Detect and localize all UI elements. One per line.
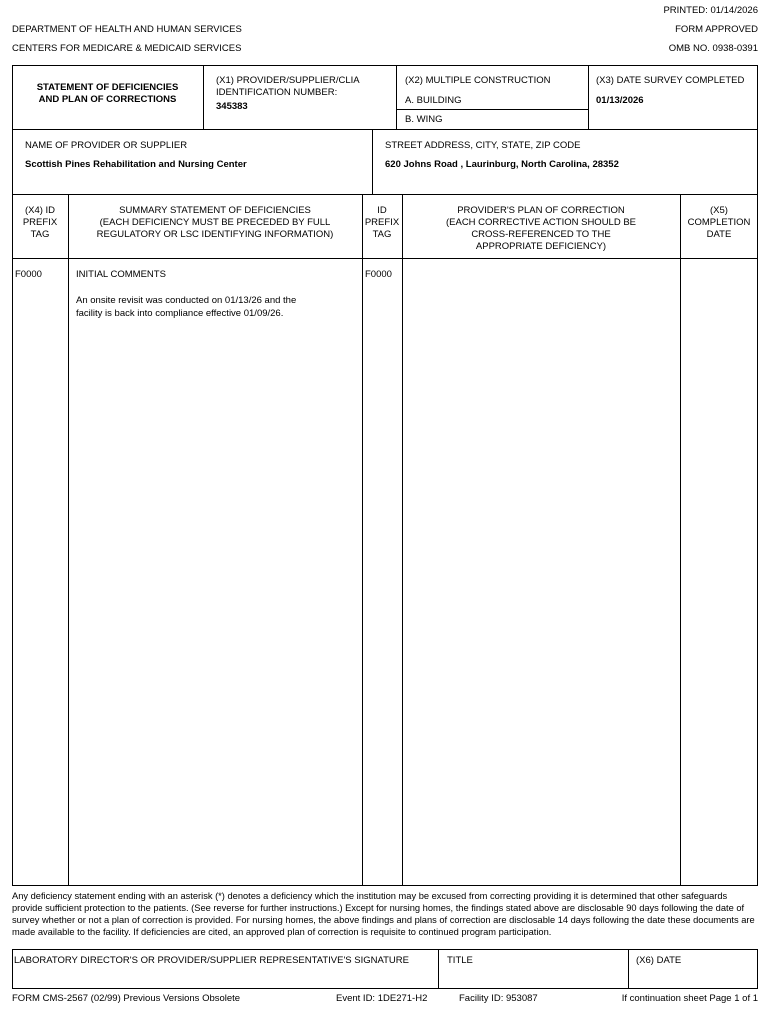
divider	[203, 65, 204, 130]
facility-id: Facility ID: 953087	[459, 993, 538, 1004]
printed-date: PRINTED: 01/14/2026	[663, 5, 758, 16]
x5-header-3: DATE	[706, 229, 732, 240]
divider	[628, 949, 629, 989]
plan-header-1: PROVIDER'S PLAN OF CORRECTION	[457, 205, 625, 216]
entry-body-1: An onsite revisit was conducted on 01/13/26 and the	[76, 295, 297, 306]
divider	[362, 194, 363, 886]
divider	[402, 194, 403, 886]
divider	[438, 949, 439, 989]
summary-header-2: (EACH DEFICIENCY MUST BE PRECEDED BY FULL	[99, 217, 331, 228]
x4-header-3: TAG	[30, 229, 50, 240]
x3-label: (X3) DATE SURVEY COMPLETED	[596, 75, 745, 86]
form-approved: FORM APPROVED	[675, 24, 758, 35]
plan-header-3: CROSS-REFERENCED TO THE	[471, 229, 611, 240]
deficiency-notice: Any deficiency statement ending with an asterisk (*) denotes a deficiency which the institution may be excused from correcting providing it is determined that other safeguards provide sufficient protection to the patients. (See reverse for further instructions.) Except for nursing homes, the findings stated above are disclosable 90 days following the date of survey whether or not a plan of correction is provided. For nursing homes, the above findings and plans of correction are disclosable 14 days following the date these documents are made available to the facility. If deficiencies are cited, an approved plan of correction is requisite to continued program participation.	[12, 891, 755, 937]
divider	[68, 194, 69, 886]
x1-label-1: (X1) PROVIDER/SUPPLIER/CLIA	[216, 75, 360, 86]
statement-title-1: STATEMENT OF DEFICIENCIES	[36, 82, 179, 93]
x1-label-2: IDENTIFICATION NUMBER:	[216, 87, 338, 98]
x2-building: A. BUILDING	[405, 95, 462, 106]
address-label: STREET ADDRESS, CITY, STATE, ZIP CODE	[385, 140, 581, 151]
id-header-3: TAG	[372, 229, 392, 240]
x5-header-2: COMPLETION	[687, 217, 751, 228]
department-name: DEPARTMENT OF HEALTH AND HUMAN SERVICES	[12, 24, 242, 35]
provider-name: Scottish Pines Rehabilitation and Nursing Center	[25, 159, 247, 170]
divider	[372, 129, 373, 195]
address-value: 620 Johns Road , Laurinburg, North Carolina, 28352	[385, 159, 619, 170]
divider	[12, 258, 758, 259]
x4-header-2: PREFIX	[22, 217, 58, 228]
summary-header-3: REGULATORY OR LSC IDENTIFYING INFORMATION)	[96, 229, 334, 240]
title-label: TITLE	[447, 955, 473, 966]
x3-value: 01/13/2026	[596, 95, 644, 106]
x1-value: 345383	[216, 101, 248, 112]
centers-name: CENTERS FOR MEDICARE & MEDICAID SERVICES	[12, 43, 242, 54]
statement-title-2: AND PLAN OF CORRECTIONS	[38, 94, 177, 105]
x5-header-1: (X5)	[710, 205, 728, 216]
entry-body-2: facility is back into compliance effective 01/09/26.	[76, 308, 284, 319]
divider	[396, 109, 588, 110]
x2-wing: B. WING	[405, 114, 443, 125]
page-number: If continuation sheet Page 1 of 1	[621, 993, 758, 1004]
form-id: FORM CMS-2567 (02/99) Previous Versions Obsolete	[12, 993, 241, 1004]
x4-header-1: (X4) ID	[24, 205, 56, 216]
signature-label: LABORATORY DIRECTOR'S OR PROVIDER/SUPPLIER REPRESENTATIVE'S SIGNATURE	[14, 955, 409, 966]
summary-header-1: SUMMARY STATEMENT OF DEFICIENCIES	[119, 205, 311, 216]
event-id: Event ID: 1DE271-H2	[336, 993, 428, 1004]
entry-tag: F0000	[15, 269, 42, 280]
divider	[396, 65, 397, 130]
divider	[680, 194, 681, 886]
plan-header-2: (EACH CORRECTIVE ACTION SHOULD BE	[445, 217, 637, 228]
entry-title: INITIAL COMMENTS	[76, 269, 166, 280]
omb-number: OMB NO. 0938-0391	[668, 43, 758, 54]
entry-plan-tag: F0000	[365, 269, 392, 280]
divider	[588, 65, 589, 130]
id-header-1: ID	[377, 205, 387, 216]
id-header-2: PREFIX	[364, 217, 400, 228]
plan-header-4: APPROPRIATE DEFICIENCY)	[475, 241, 607, 252]
x2-label: (X2) MULTIPLE CONSTRUCTION	[405, 75, 551, 86]
date-label: (X6) DATE	[636, 955, 682, 966]
provider-name-label: NAME OF PROVIDER OR SUPPLIER	[25, 140, 188, 151]
